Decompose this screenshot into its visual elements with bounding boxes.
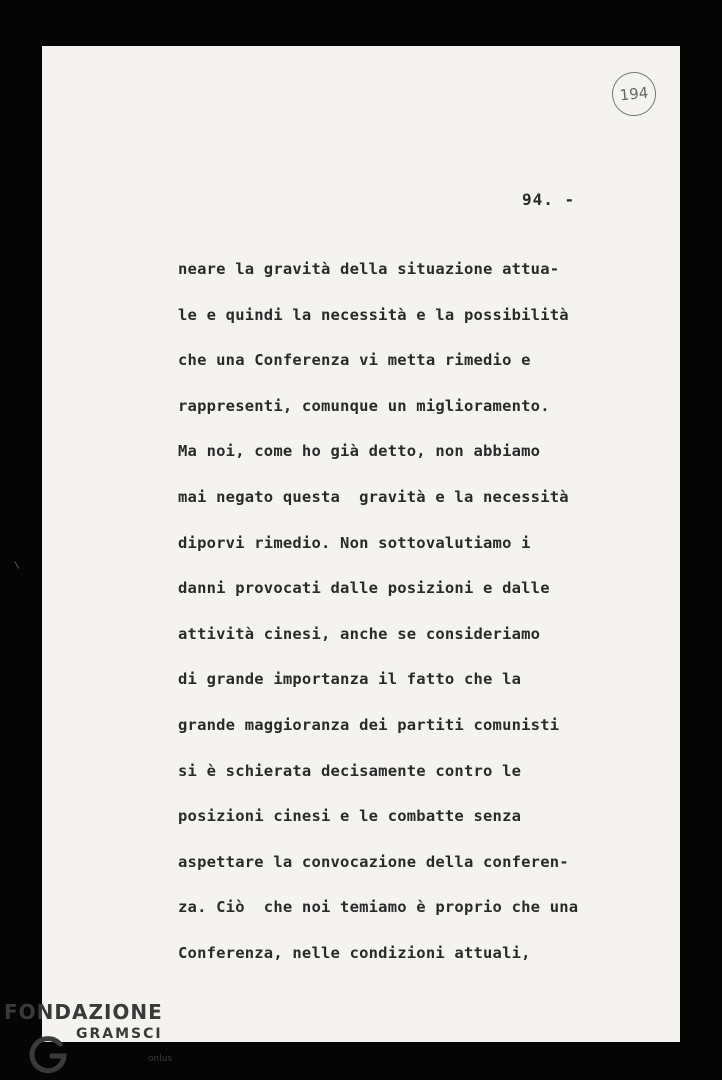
watermark-line1: FONDAZIONE <box>4 1000 163 1024</box>
scan-edge-mark <box>14 559 22 568</box>
watermark-line3: onlus <box>148 1054 173 1064</box>
typed-text-body <box>178 257 678 987</box>
text-line: che una Conferenza vi metta rimedio e <box>178 351 531 370</box>
text-line: neare la gravità della situazione attua- <box>178 260 560 278</box>
document-page <box>42 46 680 1042</box>
page-number: 94. - <box>522 190 576 209</box>
text-line: grande maggioranza dei partiti comunisti <box>178 715 560 734</box>
text-line: si è schierata decisamente contro le <box>178 761 522 780</box>
archive-stamp: 194 <box>610 70 658 118</box>
text-line: danni provocati dalle posizioni e dalle <box>178 579 550 598</box>
text-line: attività cinesi, anche se consideriamo <box>178 624 541 643</box>
gramsci-g-logo-icon <box>28 1032 72 1076</box>
watermark-line2: GRAMSCI <box>76 1026 163 1042</box>
text-line: diporvi rimedio. Non sottovalutiamo i <box>178 533 531 552</box>
watermark-logo <box>4 998 194 1080</box>
text-line: le e quindi la necessità e la possibilità <box>178 305 569 324</box>
text-line: posizioni cinesi e le combatte senza <box>178 807 522 826</box>
text-line: di grande importanza il fatto che la <box>178 670 522 689</box>
text-line: za. Ciò che noi temiamo è proprio che una <box>178 898 579 917</box>
text-line: rappresenti, comunque un miglioramento. <box>178 396 550 415</box>
text-line: Ma noi, come ho già detto, non abbiamo <box>178 442 541 461</box>
text-line: mai negato questa gravità e la necessità <box>178 487 569 506</box>
text-line: aspettare la convocazione della conferen- <box>178 852 569 871</box>
text-line: Conferenza, nelle condizioni attuali, <box>178 943 531 962</box>
